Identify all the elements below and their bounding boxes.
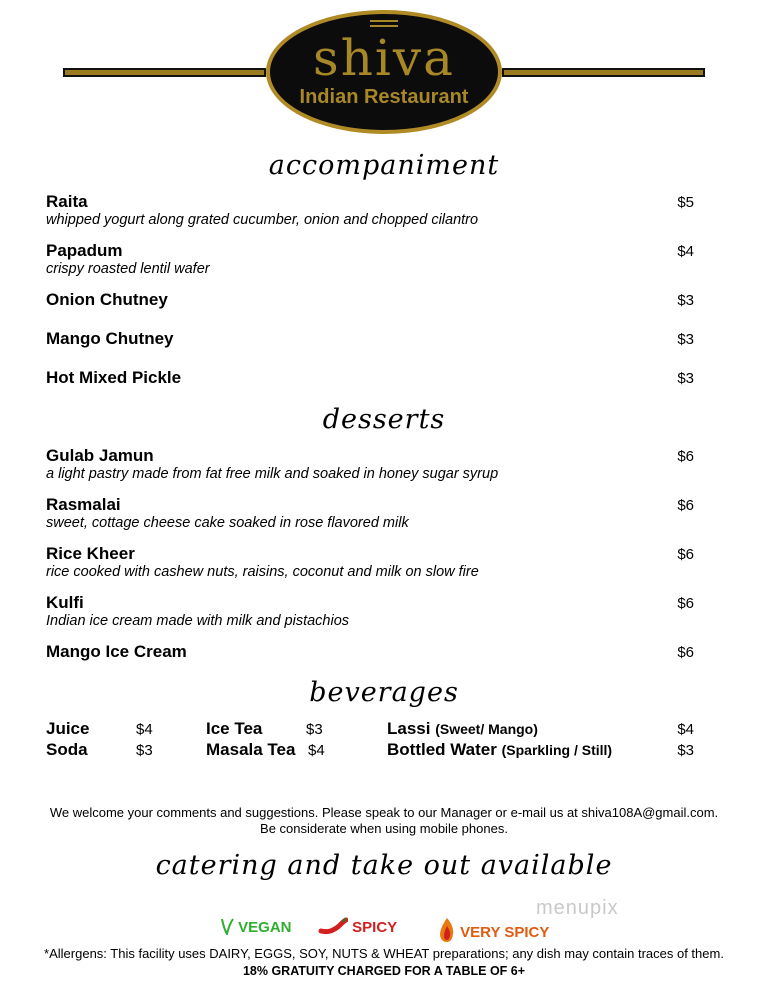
header-bar-right: [502, 68, 705, 77]
beverage-name: Bottled Water: [387, 740, 497, 759]
section-title-accompaniment: accompaniment: [268, 150, 500, 181]
menu-item-price: $3: [677, 370, 694, 387]
beverage-price: $4: [308, 742, 325, 759]
beverage-price: $4: [136, 721, 153, 738]
menu-item-desc: rice cooked with cashew nuts, raisins, coconut and milk on slow fire: [46, 564, 479, 580]
beverage-price: $3: [306, 721, 323, 738]
menu-item-name: Mango Chutney: [46, 329, 174, 348]
menu-item-desc: Indian ice cream made with milk and pistachios: [46, 613, 350, 629]
restaurant-logo: [266, 10, 502, 134]
beverage-name: Ice Tea: [206, 719, 263, 738]
beverage-price: $4: [677, 721, 694, 738]
menu-item-desc: a light pastry made from fat free milk and soaked in honey sugar syrup: [46, 466, 499, 482]
menu-item-price: $6: [677, 546, 694, 563]
watermark: menupix: [536, 897, 619, 919]
catering-banner: catering and take out available: [155, 850, 613, 881]
menu-item-name: Kulfi: [46, 593, 84, 612]
legend-label: VEGAN: [238, 919, 292, 936]
chili-icon: [318, 917, 348, 935]
header-bar-left: [63, 68, 266, 77]
flame-icon: [438, 917, 456, 943]
allergens-note: *Allergens: This facility uses DAIRY, EGGS, SOY, NUTS & WHEAT preparations; any dish may contain traces of them.: [44, 946, 724, 961]
menu-item-name: Hot Mixed Pickle: [46, 368, 182, 387]
menu-item-price: $3: [677, 292, 694, 309]
beverage-price: $3: [136, 742, 153, 759]
legend-label: VERY SPICY: [460, 924, 550, 941]
menu-item-price: $6: [677, 448, 694, 465]
beverage-note: (Sweet/ Mango): [435, 721, 538, 737]
menu-item-desc: whipped yogurt along grated cucumber, onion and chopped cilantro: [46, 212, 479, 228]
section-title-desserts: desserts: [322, 404, 446, 435]
menu-item-price: $6: [677, 497, 694, 514]
comments-note: We welcome your comments and suggestions. Please speak to our Manager or e-mail us at shiva108A@gmail.com.: [49, 805, 719, 820]
menu-item-name: Raita: [46, 192, 88, 211]
phones-note: Be considerate when using mobile phones.: [260, 821, 508, 836]
menu-item-name: Papadum: [46, 241, 123, 260]
menu-item-name: Mango Ice Cream: [46, 642, 187, 661]
legend-label: SPICY: [352, 919, 398, 936]
menu-item-name: Rice Kheer: [46, 544, 135, 563]
menu-item-price: $4: [677, 243, 694, 260]
section-title-beverages: beverages: [309, 677, 459, 708]
menu-item-price: $3: [677, 331, 694, 348]
beverage-name: Juice: [46, 719, 90, 738]
logo-name: shiva: [313, 29, 455, 87]
legend-very-spicy: [438, 917, 549, 943]
menu-item-price: $5: [677, 194, 694, 211]
beverage-name: Lassi: [387, 719, 431, 738]
menu-item-price: $6: [677, 644, 694, 661]
gratuity-note: 18% GRATUITY CHARGED FOR A TABLE OF 6+: [242, 964, 526, 978]
beverage-item-lassi: [387, 719, 538, 739]
menu-item-desc: crispy roasted lentil wafer: [46, 261, 210, 277]
menu-item-desc: sweet, cottage cheese cake soaked in rose flavored milk: [46, 515, 409, 531]
beverage-name: Soda: [46, 740, 88, 759]
beverage-note: (Sparkling / Still): [501, 742, 613, 758]
legend-vegan: [220, 917, 292, 936]
beverage-name: Masala Tea: [206, 740, 296, 759]
menu-item-price: $6: [677, 595, 694, 612]
menu-item-name: Onion Chutney: [46, 290, 168, 309]
beverage-item-water: [387, 740, 612, 760]
menu-item-name: Rasmalai: [46, 495, 121, 514]
logo-subtitle: Indian Restaurant: [299, 86, 469, 108]
legend-spicy: [318, 917, 397, 936]
menu-item-name: Gulab Jamun: [46, 446, 154, 465]
beverage-price: $3: [677, 742, 694, 759]
leaf-icon: [220, 917, 234, 935]
